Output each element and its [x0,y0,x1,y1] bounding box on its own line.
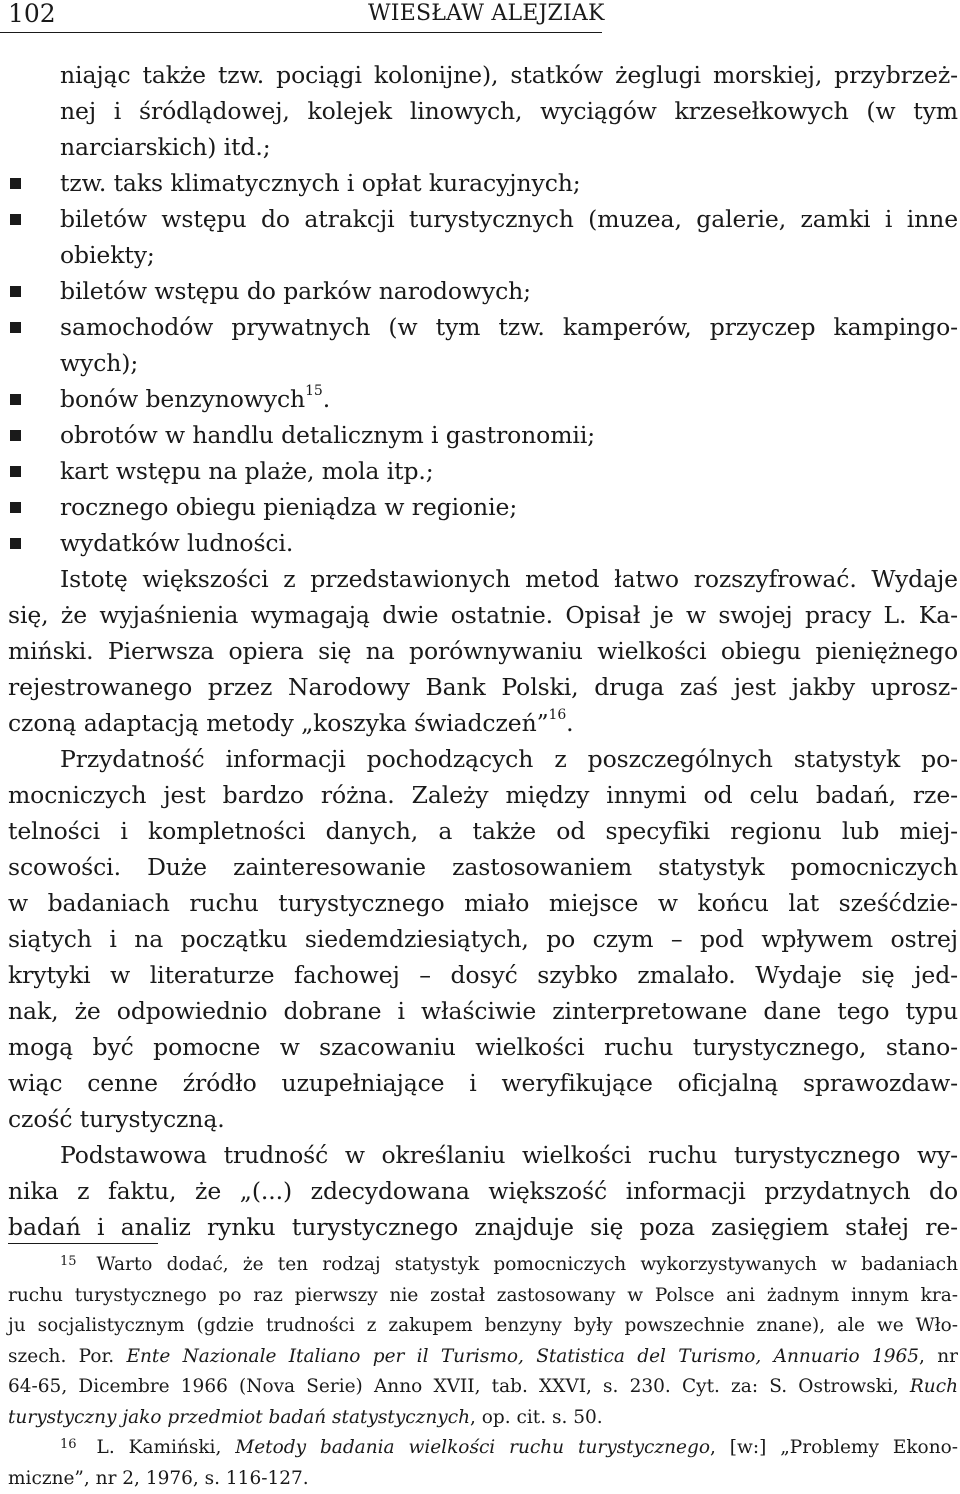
footnotes [8,1250,958,1494]
text-line: w badaniach ruchu turystycznego miało miejsce w końcu lat sześćdzie- [8,885,958,921]
footnote-line: miczne”, nr 2, 1976, s. 116-127. [8,1464,958,1494]
text-line: Istotę większości z przedstawionych metod łatwo rozszyfrować. Wydaje [8,561,958,597]
list-item: kart wstępu na plaże, mola itp.; [8,453,958,489]
text-line: Podstawowa trudność w określaniu wielkości ruchu turystycznego wy- [8,1137,958,1173]
footnote-15: $^{15}$ Warto dodać, że ten rodzaj statystyk pomocniczych wykorzystywanych w badaniach [8,1250,958,1281]
text-line: czość turystyczną. [8,1101,958,1137]
footnote-line: ruchu turystycznego po raz pierwszy nie został zastosowany w Polsce ani żadnym innym kra- [8,1281,958,1312]
text-line: nej i śródlądowej, kolejek linowych, wyciągów krzesełkowych (w tym [8,93,958,129]
text-line: scowości. Duże zainteresowanie zastosowaniem statystyk pomocniczych [8,849,958,885]
list-item: biletów wstępu do parków narodowych; [8,273,958,309]
bullet-square-icon [10,322,21,333]
text-line: rejestrowanego przez Narodowy Bank Polski, druga zaś jest jakby uprosz- [8,669,958,705]
text-line: niając także tzw. pociągi kolonijne), statków żeglugi morskiej, przybrzeż- [8,57,958,93]
list-item: wydatków ludności. [8,525,958,561]
text-line: wiąc cenne źródło uzupełniające i weryfikujące oficjalną sprawozdaw- [8,1065,958,1101]
footnote-16: $^{16}$ L. Kamiński, Metody badania wielkości ruchu turystycznego, [w:] „Problemy Ekono- [8,1433,958,1464]
text-line: narciarskich) itd.; [8,129,958,165]
footnote-number: 16 [60,1437,77,1452]
page-number: 102 [8,0,56,28]
bullet-square-icon [10,502,21,513]
text-line: nak, że odpowiednio dobrane i właściwie zinterpretowane dane tego typu [8,993,958,1029]
footnote-line: ju socjalistycznym (gdzie trudności z zakupem benzyny były powszechnie znane), ale we Wło- [8,1311,958,1342]
text-line: mocniczych jest bardzo różna. Zależy między innymi od celu badań, rze- [8,777,958,813]
bullet-square-icon [10,286,21,297]
text-line: wych); [8,345,958,381]
text-line: czoną adaptacją metody „koszyka świadczeń”$^{16}$. [8,705,958,741]
citation-title: Ente Nazionale Italiano per il Turismo, Statistica del Turismo, Annuario 1965 [127,1346,920,1367]
page-header [0,0,960,32]
footnote-line: szech. Por. Ente Nazionale Italiano per il Turismo, Statistica del Turismo, Annuario 1965, nr [8,1342,958,1373]
main-text [8,57,958,1245]
citation-title: Ruch [910,1376,958,1397]
list-item: samochodów prywatnych (w tym tzw. kamperów, przyczep kampingo- [8,309,958,345]
citation-title: turystyczny jako przedmiot badań statystycznych [8,1407,470,1428]
text-line: nika z faktu, że „(...) zdecydowana większość informacji przydatnych do [8,1173,958,1209]
bullet-square-icon [10,214,21,225]
footnote-number: 15 [60,1254,77,1269]
text-line: obiekty; [8,237,958,273]
text-line: Przydatność informacji pochodzących z poszczególnych statystyk po- [8,741,958,777]
header-rule [0,32,602,33]
footnote-line: turystyczny jako przedmiot badań statystycznych, op. cit. s. 50. [8,1403,958,1434]
text-line: krytyki w literaturze fachowej – dosyć szybko zmalało. Wydaje się jed- [8,957,958,993]
bullet-square-icon [10,178,21,189]
bullet-square-icon [10,394,21,405]
text-line: telności i kompletności danych, a także od specyfiki regionu lub miej- [8,813,958,849]
footnote-line: 64-65, Dicembre 1966 (Nova Serie) Anno XVII, tab. XXVI, s. 230. Cyt. za: S. Ostrowski, Ruch [8,1372,958,1403]
list-item: obrotów w handlu detalicznym i gastronomii; [8,417,958,453]
footnote-ref-15: 15 [305,383,323,399]
text-line: badań i analiz rynku turystycznego znajduje się poza zasięgiem stałej re- [8,1209,958,1245]
footnote-rule [8,1243,158,1244]
list-item: rocznego obiegu pieniądza w regionie; [8,489,958,525]
bullet-square-icon [10,538,21,549]
bullet-square-icon [10,430,21,441]
text-line: mogą być pomocne w szacowaniu wielkości ruchu turystycznego, stano- [8,1029,958,1065]
bullet-square-icon [10,466,21,477]
list-item: bonów benzynowych$^{15}$. [8,381,958,417]
text-line: siątych i na początku siedemdziesiątych, po czym – pod wpływem ostrej [8,921,958,957]
text-line: miński. Pierwsza opiera się na porównywaniu wielkości obiegu pieniężnego [8,633,958,669]
list-item: biletów wstępu do atrakcji turystycznych (muzea, galerie, zamki i inne [8,201,958,237]
text-line: się, że wyjaśnienia wymagają dwie ostatnie. Opisał je w swojej pracy L. Ka- [8,597,958,633]
running-head: WIESŁAW ALEJZIAK [368,0,605,28]
footnote-ref-16: 16 [549,707,567,723]
list-item: tzw. taks klimatycznych i opłat kuracyjnych; [8,165,958,201]
citation-title: Metody badania wielkości ruchu turystycznego [235,1437,710,1458]
